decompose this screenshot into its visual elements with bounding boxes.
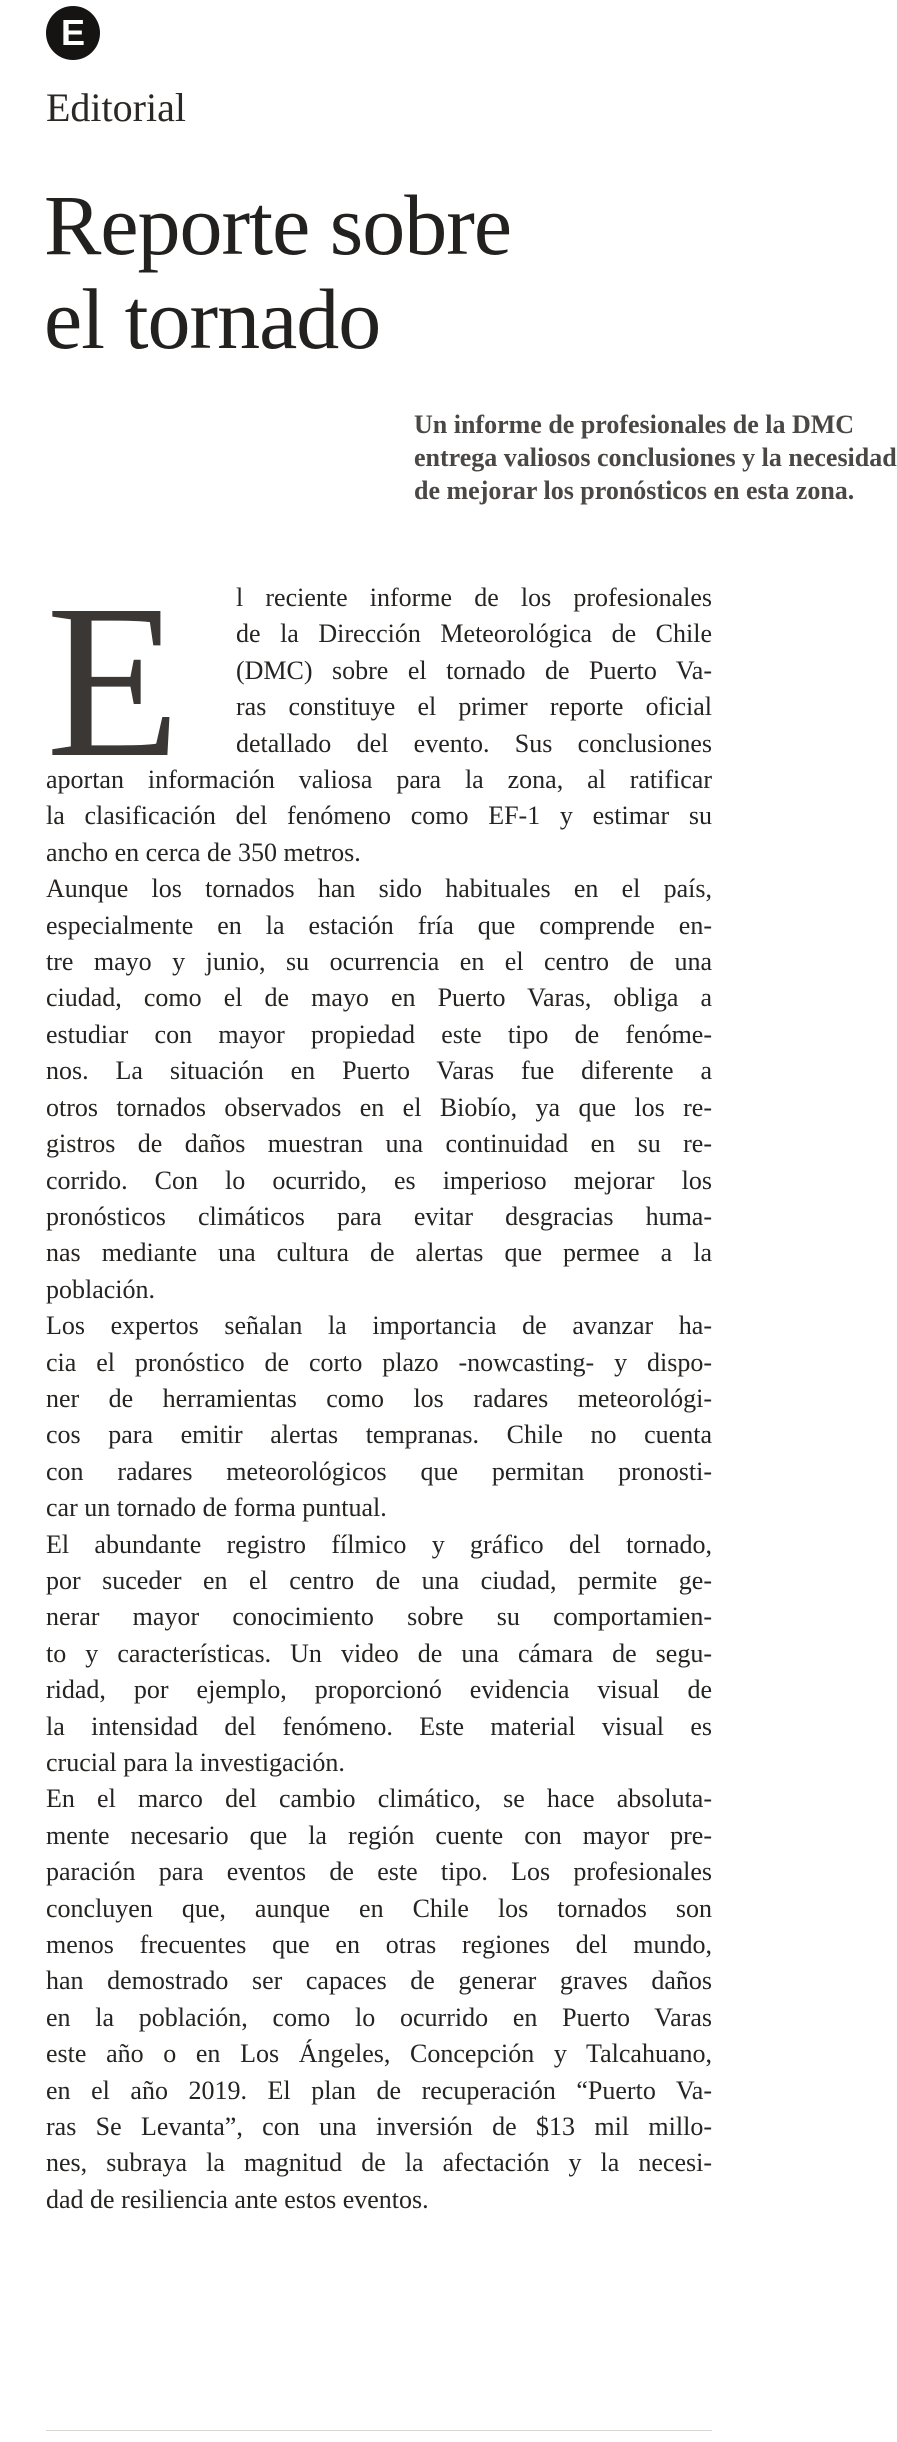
body-line: mente necesario que la región cuente con mayor pre- [46,1820,712,1850]
body-line: nos. La situación en Puerto Varas fue diferente a [46,1056,712,1086]
body-line: tre mayo y junio, su ocurrencia en el centro de una [46,947,712,977]
body-line: de la Dirección Meteorológica de Chile [236,619,712,649]
headline-line: Reporte sobre [44,177,512,273]
body-line: por suceder en el centro de una ciudad, permite ge- [46,1565,712,1595]
body-line: pronósticos climáticos para evitar desgracias huma- [46,1201,712,1231]
paragraph-5 [46,1781,712,2218]
paragraph-2 [46,871,712,1308]
body-line: detallado del evento. Sus conclusiones [236,728,712,758]
body-line: ridad, por ejemplo, proporcionó evidencia visual de [46,1675,712,1705]
paragraph-1-rest [46,762,712,871]
body-line: Aunque los tornados han sido habituales en el país, [46,874,712,904]
paragraph-3 [46,1308,712,1526]
body-line: to y características. Un video de una cámara de segu- [46,1638,712,1668]
body-line: cia el pronóstico de corto plazo -nowcasting- y dispo- [46,1347,712,1377]
body-line: ras Se Levanta”, con una inversión de $13 mil millo- [46,2112,712,2142]
section-badge: E [46,6,100,60]
body-line: aportan información valiosa para la zona, al ratificar [46,765,712,795]
body-line: en el año 2019. El plan de recuperación “Puerto Va- [46,2075,712,2105]
lede-line: de mejorar los pronósticos en esta zona. [414,476,855,505]
body-line: Los expertos señalan la importancia de avanzar ha- [46,1311,712,1341]
body-line: nerar mayor conocimiento sobre su comportamien- [46,1602,712,1632]
body-line: nes, subraya la magnitud de la afectación y la necesi- [46,2148,712,2178]
body-line: En el marco del cambio climático, se hace absoluta- [46,1784,712,1814]
body-line: ras constituye el primer reporte oficial [236,692,712,722]
page-bottom-rule [46,2430,712,2431]
body-line: la intensidad del fenómeno. Este material visual es [46,1711,712,1741]
body-line: cos para emitir alertas tempranas. Chile no cuenta [46,1420,712,1450]
body-line: ner de herramientas como los radares meteorológi- [46,1383,712,1413]
body-line: población. [46,1274,156,1304]
body-line: crucial para la investigación. [46,1748,345,1777]
body-line: este año o en Los Ángeles, Concepción y Talcahuano, [46,2039,712,2069]
lede [414,408,897,507]
body-line: estudiar con mayor propiedad este tipo de fenóme- [46,1019,712,1049]
paragraph-4 [46,1527,712,1782]
body-line: menos frecuentes que en otras regiones del mundo, [46,1930,712,1960]
body-line: en la población, como lo ocurrido en Puerto Varas [46,2002,712,2032]
body-line: El abundante registro fílmico y gráfico del tornado, [46,1529,712,1559]
lede-line: Un informe de profesionales de la DMC [414,410,855,439]
lede-line: entrega valiosos conclusiones y la necesidad [414,443,897,472]
paragraph-1-indented [236,580,712,762]
body-line: (DMC) sobre el tornado de Puerto Va- [236,655,712,685]
headline-line: el tornado [44,271,381,367]
body-line: con radares meteorológicos que permitan pronosti- [46,1456,712,1486]
body-line: car un tornado de forma puntual. [46,1493,387,1523]
drop-cap: E [46,559,181,803]
body-line: han demostrado ser capaces de generar graves daños [46,1966,712,1996]
article-body [46,559,712,2218]
body-line: la clasificación del fenómeno como EF-1 y estimar su [46,801,712,831]
body-line: otros tornados observados en el Biobío, ya que los re- [46,1092,712,1122]
body-line: corrido. Con lo ocurrido, es imperioso mejorar los [46,1165,712,1195]
body-line: l reciente informe de los profesionales [236,583,712,612]
body-line: gistros de daños muestran una continuidad en su re- [46,1129,712,1159]
body-line: ciudad, como el de mayo en Puerto Varas, obliga a [46,983,712,1013]
body-line: dad de resiliencia ante estos eventos. [46,2184,429,2214]
body-line: nas mediante una cultura de alertas que permee a la [46,1238,712,1268]
body-line: paración para eventos de este tipo. Los profesionales [46,1857,712,1887]
body-line: ancho en cerca de 350 metros. [46,837,361,867]
section-label: Editorial [46,85,186,130]
body-line: especialmente en la estación fría que comprende en- [46,910,712,940]
headline [44,178,704,366]
body-line: concluyen que, aunque en Chile los tornados son [46,1893,712,1923]
